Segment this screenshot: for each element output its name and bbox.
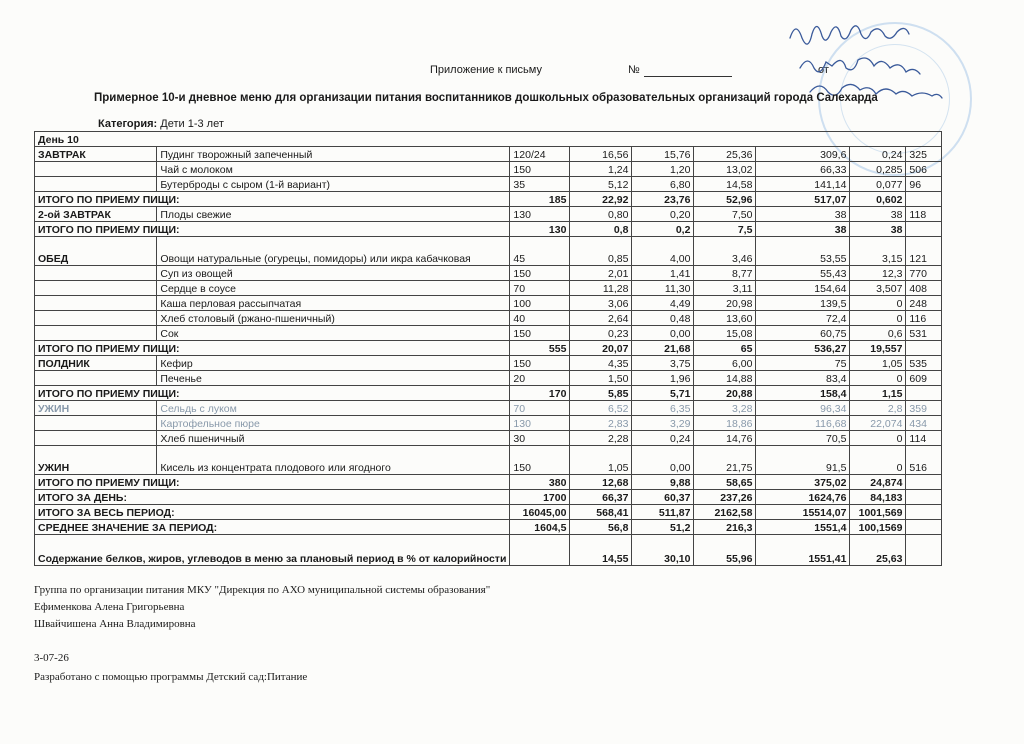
protein-cell: 11,28 <box>570 281 632 296</box>
portion-cell: 35 <box>510 177 570 192</box>
total-row <box>35 222 942 237</box>
recipe-number-cell <box>906 505 942 520</box>
fat-cell: 21,68 <box>632 341 694 356</box>
protein-cell: 22,92 <box>570 192 632 207</box>
kcal-cell: 60,75 <box>756 326 850 341</box>
fat-cell: 6,35 <box>632 401 694 416</box>
vitamin-c-cell: 25,63 <box>850 535 906 566</box>
recipe-number-cell: 770 <box>906 266 942 281</box>
vitamin-c-cell: 22,074 <box>850 416 906 431</box>
portion-cell: 150 <box>510 446 570 475</box>
recipe-number-cell: 116 <box>906 311 942 326</box>
dish-name: Овощи натуральные (огурецы, помидоры) или икра кабачковая <box>157 237 510 266</box>
carbs-cell: 3,11 <box>694 281 756 296</box>
dish-name: Плоды свежие <box>157 207 510 222</box>
protein-cell: 568,41 <box>570 505 632 520</box>
kcal-cell: 375,02 <box>756 475 850 490</box>
recipe-number-cell: 434 <box>906 416 942 431</box>
protein-cell: 5,12 <box>570 177 632 192</box>
kcal-cell: 66,33 <box>756 162 850 177</box>
day-header-row <box>35 132 942 147</box>
portion-cell: 185 <box>510 192 570 207</box>
portion-cell: 150 <box>510 162 570 177</box>
recipe-number-cell: 325 <box>906 147 942 162</box>
protein-cell: 14,55 <box>570 535 632 566</box>
carbs-cell: 14,58 <box>694 177 756 192</box>
category-line <box>98 118 224 130</box>
carbs-cell: 6,00 <box>694 356 756 371</box>
recipe-number-cell <box>906 386 942 401</box>
document-title: Примерное 10-и дневное меню для организации питания воспитанников дошкольных образовательных организаций города Салехарда <box>94 92 878 104</box>
fat-cell: 1,20 <box>632 162 694 177</box>
number-blank-line <box>644 76 732 77</box>
fat-cell: 0,48 <box>632 311 694 326</box>
vitamin-c-cell: 0,6 <box>850 326 906 341</box>
total-label: ИТОГО ПО ПРИЕМУ ПИЩИ: <box>35 222 510 237</box>
kcal-cell: 96,34 <box>756 401 850 416</box>
fat-cell: 1,41 <box>632 266 694 281</box>
dish-name: Бутерброды с сыром (1-й вариант) <box>157 177 510 192</box>
carbs-cell: 18,86 <box>694 416 756 431</box>
vitamin-c-cell: 84,183 <box>850 490 906 505</box>
kcal-cell: 38 <box>756 207 850 222</box>
kcal-cell: 154,64 <box>756 281 850 296</box>
meal-name <box>35 177 157 192</box>
carbs-cell: 20,88 <box>694 386 756 401</box>
protein-cell: 12,68 <box>570 475 632 490</box>
vitamin-c-cell: 0 <box>850 446 906 475</box>
table-row <box>35 162 942 177</box>
portion-cell: 16045,00 <box>510 505 570 520</box>
fat-cell: 0,2 <box>632 222 694 237</box>
protein-cell: 5,85 <box>570 386 632 401</box>
vitamin-c-cell: 24,874 <box>850 475 906 490</box>
carbs-cell: 3,46 <box>694 237 756 266</box>
total-row <box>35 475 942 490</box>
total-label: Содержание белков, жиров, углеводов в меню за плановый период в % от калорийности <box>35 535 510 566</box>
recipe-number-cell: 114 <box>906 431 942 446</box>
total-row <box>35 192 942 207</box>
meal-name: ЗАВТРАК <box>35 147 157 162</box>
table-row <box>35 416 942 431</box>
total-label: ИТОГО ПО ПРИЕМУ ПИЩИ: <box>35 341 510 356</box>
vitamin-c-cell: 0,24 <box>850 147 906 162</box>
recipe-number-cell: 531 <box>906 326 942 341</box>
recipe-number-cell <box>906 475 942 490</box>
vitamin-c-cell: 38 <box>850 207 906 222</box>
fat-cell: 0,00 <box>632 446 694 475</box>
dish-name: Сок <box>157 326 510 341</box>
meal-name: 2-ой ЗАВТРАК <box>35 207 157 222</box>
fat-cell: 1,96 <box>632 371 694 386</box>
recipe-number-cell: 96 <box>906 177 942 192</box>
kcal-cell: 91,5 <box>756 446 850 475</box>
kcal-cell: 1551,4 <box>756 520 850 535</box>
protein-cell: 1,50 <box>570 371 632 386</box>
recipe-number-cell <box>906 490 942 505</box>
vitamin-c-cell: 0 <box>850 431 906 446</box>
recipe-number-cell: 408 <box>906 281 942 296</box>
vitamin-c-cell: 2,8 <box>850 401 906 416</box>
kcal-cell: 15514,07 <box>756 505 850 520</box>
protein-cell: 56,8 <box>570 520 632 535</box>
vitamin-c-cell: 3,15 <box>850 237 906 266</box>
recipe-number-cell: 609 <box>906 371 942 386</box>
kcal-cell: 141,14 <box>756 177 850 192</box>
footer-code: 3-07-26 <box>34 652 69 664</box>
vitamin-c-cell: 1,15 <box>850 386 906 401</box>
fat-cell: 4,49 <box>632 296 694 311</box>
table-row <box>35 266 942 281</box>
total-label: ИТОГО ПО ПРИЕМУ ПИЩИ: <box>35 475 510 490</box>
footer-person-2: Швайчишена Анна Владимировна <box>34 618 196 630</box>
fat-cell: 15,76 <box>632 147 694 162</box>
protein-cell: 2,64 <box>570 311 632 326</box>
kcal-cell: 72,4 <box>756 311 850 326</box>
protein-cell: 0,8 <box>570 222 632 237</box>
table-row <box>35 401 942 416</box>
total-row <box>35 341 942 356</box>
carbs-cell: 58,65 <box>694 475 756 490</box>
fat-cell: 11,30 <box>632 281 694 296</box>
dish-name: Хлеб столовый (ржано-пшеничный) <box>157 311 510 326</box>
meal-name <box>35 266 157 281</box>
table-row <box>35 147 942 162</box>
portion-cell: 150 <box>510 266 570 281</box>
table-row <box>35 371 942 386</box>
portion-cell: 150 <box>510 326 570 341</box>
recipe-number-cell <box>906 535 942 566</box>
protein-cell: 4,35 <box>570 356 632 371</box>
vitamin-c-cell: 38 <box>850 222 906 237</box>
kcal-cell: 53,55 <box>756 237 850 266</box>
recipe-number-cell: 506 <box>906 162 942 177</box>
fat-cell: 6,80 <box>632 177 694 192</box>
portion-cell: 1700 <box>510 490 570 505</box>
carbs-cell: 13,02 <box>694 162 756 177</box>
carbs-cell: 237,26 <box>694 490 756 505</box>
fat-cell: 0,20 <box>632 207 694 222</box>
table-row <box>35 207 942 222</box>
protein-cell: 2,01 <box>570 266 632 281</box>
from-label: от <box>818 64 829 76</box>
meal-name: ПОЛДНИК <box>35 356 157 371</box>
portion-cell: 130 <box>510 207 570 222</box>
meal-name: УЖИН <box>35 401 157 416</box>
recipe-number-cell: 359 <box>906 401 942 416</box>
total-label: ИТОГО ПО ПРИЕМУ ПИЩИ: <box>35 386 510 401</box>
footer-organization: Группа по организации питания МКУ "Дирекция по АХО муниципальной системы образования" <box>34 584 491 596</box>
fat-cell: 0,00 <box>632 326 694 341</box>
vitamin-c-cell: 0,602 <box>850 192 906 207</box>
total-row <box>35 505 942 520</box>
fat-cell: 23,76 <box>632 192 694 207</box>
kcal-cell: 309,6 <box>756 147 850 162</box>
table-row <box>35 237 942 266</box>
carbs-cell: 55,96 <box>694 535 756 566</box>
fat-cell: 9,88 <box>632 475 694 490</box>
meal-name <box>35 326 157 341</box>
protein-cell: 66,37 <box>570 490 632 505</box>
kcal-cell: 83,4 <box>756 371 850 386</box>
meal-name <box>35 311 157 326</box>
portion-cell: 380 <box>510 475 570 490</box>
total-row <box>35 520 942 535</box>
vitamin-c-cell: 12,3 <box>850 266 906 281</box>
kcal-cell: 158,4 <box>756 386 850 401</box>
dish-name: Кисель из концентрата плодового или ягодного <box>157 446 510 475</box>
carbs-cell: 8,77 <box>694 266 756 281</box>
fat-cell: 4,00 <box>632 237 694 266</box>
vitamin-c-cell: 0 <box>850 371 906 386</box>
dish-name: Картофельное пюре <box>157 416 510 431</box>
day-label: День 10 <box>35 132 942 147</box>
total-label: ИТОГО ЗА ВЕСЬ ПЕРИОД: <box>35 505 510 520</box>
protein-cell: 1,24 <box>570 162 632 177</box>
kcal-cell: 70,5 <box>756 431 850 446</box>
dish-name: Печенье <box>157 371 510 386</box>
dish-name: Сердце в соусе <box>157 281 510 296</box>
total-row <box>35 490 942 505</box>
portion-cell: 30 <box>510 431 570 446</box>
protein-cell: 3,06 <box>570 296 632 311</box>
portion-cell: 130 <box>510 222 570 237</box>
carbs-cell: 3,28 <box>694 401 756 416</box>
carbs-cell: 52,96 <box>694 192 756 207</box>
number-label: № <box>628 64 640 76</box>
portion-cell: 120/24 <box>510 147 570 162</box>
kcal-cell: 38 <box>756 222 850 237</box>
protein-cell: 20,07 <box>570 341 632 356</box>
recipe-number-cell: 118 <box>906 207 942 222</box>
meal-name: УЖИН <box>35 446 157 475</box>
fat-cell: 511,87 <box>632 505 694 520</box>
kcal-cell: 517,07 <box>756 192 850 207</box>
table-row <box>35 296 942 311</box>
recipe-number-cell: 121 <box>906 237 942 266</box>
dish-name: Пудинг творожный запеченный <box>157 147 510 162</box>
carbs-cell: 7,50 <box>694 207 756 222</box>
dish-name: Каша перловая рассыпчатая <box>157 296 510 311</box>
table-row <box>35 446 942 475</box>
portion-cell: 70 <box>510 281 570 296</box>
total-row <box>35 535 942 566</box>
vitamin-c-cell: 19,557 <box>850 341 906 356</box>
table-row <box>35 356 942 371</box>
vitamin-c-cell: 0,077 <box>850 177 906 192</box>
dish-name: Хлеб пшеничный <box>157 431 510 446</box>
vitamin-c-cell: 0 <box>850 311 906 326</box>
fat-cell: 30,10 <box>632 535 694 566</box>
vitamin-c-cell: 100,1569 <box>850 520 906 535</box>
protein-cell: 0,23 <box>570 326 632 341</box>
fat-cell: 0,24 <box>632 431 694 446</box>
portion-cell: 20 <box>510 371 570 386</box>
table-row <box>35 177 942 192</box>
carbs-cell: 14,88 <box>694 371 756 386</box>
carbs-cell: 14,76 <box>694 431 756 446</box>
vitamin-c-cell: 0 <box>850 296 906 311</box>
protein-cell: 16,56 <box>570 147 632 162</box>
recipe-number-cell <box>906 520 942 535</box>
fat-cell: 5,71 <box>632 386 694 401</box>
table-row <box>35 311 942 326</box>
fat-cell: 3,29 <box>632 416 694 431</box>
table-row <box>35 326 942 341</box>
recipe-number-cell <box>906 341 942 356</box>
carbs-cell: 13,60 <box>694 311 756 326</box>
fat-cell: 51,2 <box>632 520 694 535</box>
kcal-cell: 1551,41 <box>756 535 850 566</box>
recipe-number-cell: 535 <box>906 356 942 371</box>
total-row <box>35 386 942 401</box>
kcal-cell: 1624,76 <box>756 490 850 505</box>
protein-cell: 1,05 <box>570 446 632 475</box>
vitamin-c-cell: 3,507 <box>850 281 906 296</box>
kcal-cell: 116,68 <box>756 416 850 431</box>
carbs-cell: 20,98 <box>694 296 756 311</box>
footer-program: Разработано с помощью программы Детский сад:Питание <box>34 671 308 683</box>
protein-cell: 2,83 <box>570 416 632 431</box>
meal-name <box>35 416 157 431</box>
protein-cell: 0,80 <box>570 207 632 222</box>
meal-name <box>35 162 157 177</box>
total-label: СРЕДНЕЕ ЗНАЧЕНИЕ ЗА ПЕРИОД: <box>35 520 510 535</box>
menu-table <box>34 131 942 566</box>
meal-name <box>35 431 157 446</box>
carbs-cell: 2162,58 <box>694 505 756 520</box>
handwritten-signature <box>770 10 1020 105</box>
protein-cell: 2,28 <box>570 431 632 446</box>
portion-cell: 150 <box>510 356 570 371</box>
dish-name: Сельдь с луком <box>157 401 510 416</box>
meal-name <box>35 371 157 386</box>
portion-cell: 45 <box>510 237 570 266</box>
dish-name: Кефир <box>157 356 510 371</box>
appendix-label: Приложение к письму <box>430 64 542 76</box>
protein-cell: 0,85 <box>570 237 632 266</box>
kcal-cell: 75 <box>756 356 850 371</box>
carbs-cell: 7,5 <box>694 222 756 237</box>
recipe-number-cell: 248 <box>906 296 942 311</box>
footer-person-1: Ефименкова Алена Григорьевна <box>34 601 185 613</box>
portion-cell: 1604,5 <box>510 520 570 535</box>
carbs-cell: 15,08 <box>694 326 756 341</box>
meal-name <box>35 281 157 296</box>
category-value: Дети 1-3 лет <box>160 118 224 130</box>
portion-cell: 170 <box>510 386 570 401</box>
dish-name: Суп из овощей <box>157 266 510 281</box>
portion-cell: 70 <box>510 401 570 416</box>
carbs-cell: 65 <box>694 341 756 356</box>
fat-cell: 3,75 <box>632 356 694 371</box>
recipe-number-cell <box>906 222 942 237</box>
portion-cell: 130 <box>510 416 570 431</box>
vitamin-c-cell: 0,285 <box>850 162 906 177</box>
carbs-cell: 216,3 <box>694 520 756 535</box>
table-row <box>35 431 942 446</box>
recipe-number-cell: 516 <box>906 446 942 475</box>
vitamin-c-cell: 1,05 <box>850 356 906 371</box>
fat-cell: 60,37 <box>632 490 694 505</box>
total-label: ИТОГО ПО ПРИЕМУ ПИЩИ: <box>35 192 510 207</box>
meal-name: ОБЕД <box>35 237 157 266</box>
category-label: Категория: <box>98 118 158 130</box>
dish-name: Чай с молоком <box>157 162 510 177</box>
portion-cell: 100 <box>510 296 570 311</box>
carbs-cell: 25,36 <box>694 147 756 162</box>
table-row <box>35 281 942 296</box>
portion-cell <box>510 535 570 566</box>
kcal-cell: 536,27 <box>756 341 850 356</box>
protein-cell: 6,52 <box>570 401 632 416</box>
portion-cell: 40 <box>510 311 570 326</box>
recipe-number-cell <box>906 192 942 207</box>
carbs-cell: 21,75 <box>694 446 756 475</box>
portion-cell: 555 <box>510 341 570 356</box>
total-label: ИТОГО ЗА ДЕНЬ: <box>35 490 510 505</box>
meal-name <box>35 296 157 311</box>
kcal-cell: 139,5 <box>756 296 850 311</box>
vitamin-c-cell: 1001,569 <box>850 505 906 520</box>
kcal-cell: 55,43 <box>756 266 850 281</box>
